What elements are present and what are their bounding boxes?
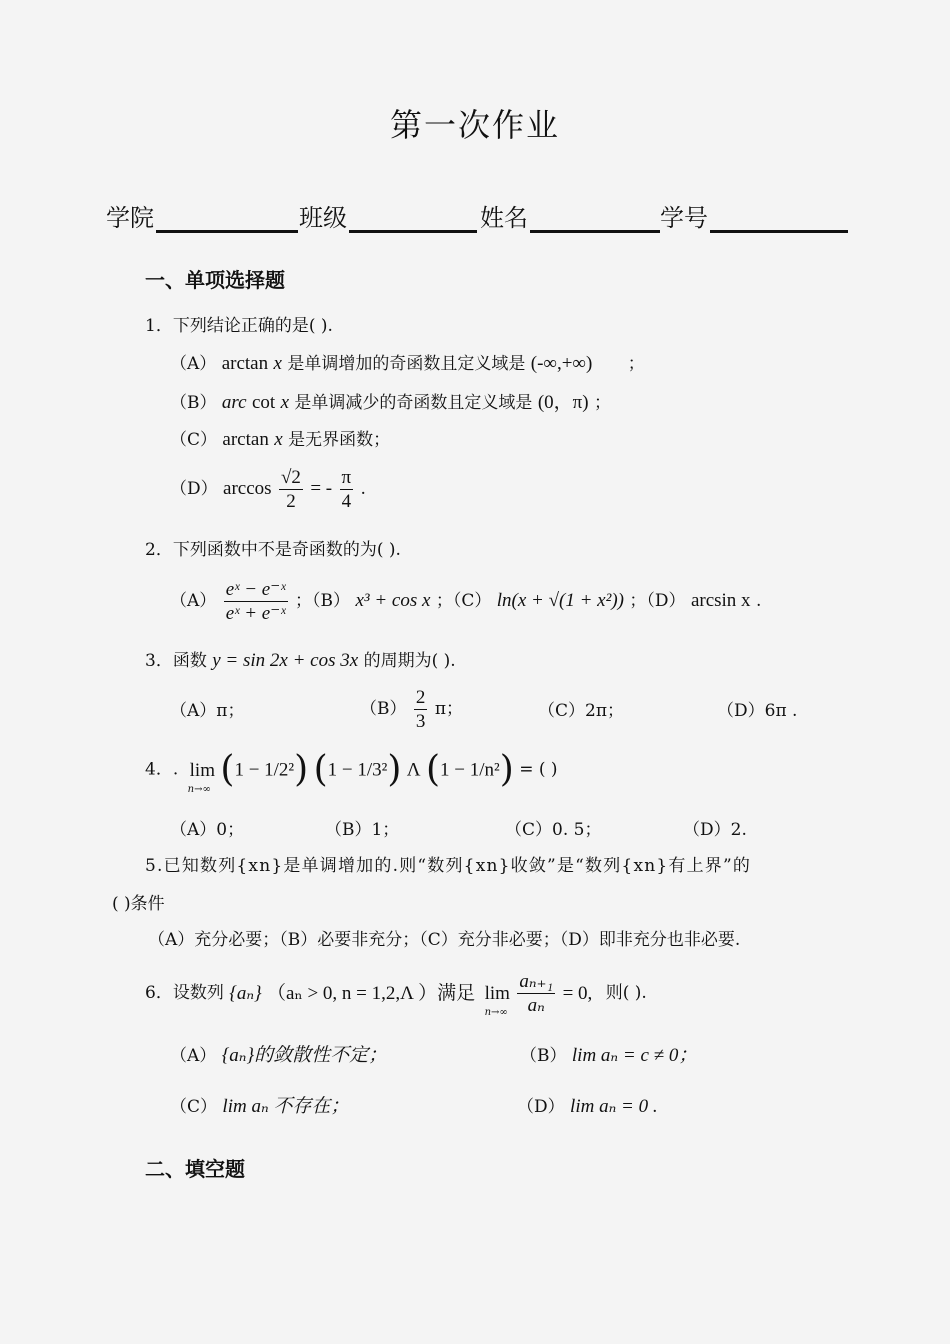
option-text: 是无界函数； xyxy=(288,430,391,450)
q6-option-b xyxy=(520,1046,697,1065)
stem-text: 的周期为( ). xyxy=(363,651,456,671)
paren: ) xyxy=(294,749,309,790)
math-func: arccos xyxy=(223,478,272,499)
paren: ) xyxy=(387,749,402,790)
option-text: 是单调减少的奇函数且定义域是 xyxy=(294,393,533,413)
math-op: = - xyxy=(310,478,333,499)
factor: 1 − 1/n² xyxy=(440,759,500,781)
lim-word: lim xyxy=(189,759,215,781)
option-label: （A） xyxy=(170,1046,217,1066)
student-id-label: 学号 xyxy=(660,204,708,232)
option-label: （D） xyxy=(170,479,218,499)
math-expr: lim aₙ 不存在； xyxy=(222,1096,350,1117)
math-expr: lim aₙ = 0 . xyxy=(570,1096,658,1117)
math-domain: (0，π) xyxy=(537,392,589,413)
option-label: （A） xyxy=(170,591,217,611)
punct: ； xyxy=(593,393,611,413)
stem-text: 6．设数列 xyxy=(145,983,224,1003)
question-number: 4．. xyxy=(145,759,179,780)
lim-sub: n→∞ xyxy=(484,1007,508,1018)
option-label: （A） xyxy=(170,354,217,374)
math-func: arctan xyxy=(222,429,269,450)
math-func: arctan xyxy=(221,353,269,374)
math-expr: = 0, xyxy=(562,983,593,1004)
student-id-blank[interactable] xyxy=(710,230,848,233)
fraction: $\frac{\pi}{4}$ xyxy=(341,467,352,512)
q6-option-c xyxy=(170,1097,349,1116)
q3-option-a: （A）π； xyxy=(170,701,245,721)
q5-options: （A）充分必要；（B）必要非充分；（C）充分非必要；（D）即非充分也非必要. xyxy=(148,930,741,950)
math-expr: arcsin x xyxy=(690,590,751,611)
option-label: （B） xyxy=(360,699,407,719)
q1-stem: 1．下列结论正确的是( ). xyxy=(145,316,333,336)
q3-option-b xyxy=(360,688,463,731)
math-expr: lim aₙ = c ≠ 0； xyxy=(571,1045,698,1066)
fraction: $\frac{√2}{2}$ xyxy=(280,467,301,512)
q4-option-d: （D）2. xyxy=(683,820,747,840)
math-func: cot xyxy=(251,392,276,413)
class-label: 班级 xyxy=(299,204,347,232)
math-var: x xyxy=(273,353,282,374)
ellipsis: Λ xyxy=(406,759,421,781)
option-text: π； xyxy=(434,699,463,719)
q4-option-a: （A）0； xyxy=(170,820,245,840)
option-label: （C） xyxy=(170,430,218,450)
class-blank[interactable] xyxy=(349,230,477,233)
paren: ( xyxy=(425,749,441,790)
college-blank[interactable] xyxy=(156,230,298,233)
stem-text: 3．函数 xyxy=(145,651,207,671)
section-title-fill: 二、填空题 xyxy=(145,1157,245,1181)
math-domain: (-∞,+∞) xyxy=(530,353,593,374)
option-text: 是单调增加的奇函数且定义域是 xyxy=(287,354,526,374)
student-info-row xyxy=(106,198,848,238)
q1-option-c xyxy=(170,430,390,449)
college-label: 学院 xyxy=(106,204,154,232)
paren: ) xyxy=(499,749,514,790)
option-label: （C） xyxy=(170,1097,218,1117)
factor: 1 − 1/2² xyxy=(234,759,295,781)
q5-stem-line2: ( )条件 xyxy=(112,894,165,914)
math-expr: （aₙ > 0, n = 1,2,Λ ）满足 xyxy=(267,983,476,1004)
math-expr: x³ + cos x xyxy=(355,590,431,611)
limit xyxy=(484,983,510,1018)
q1-option-b xyxy=(170,393,611,412)
q2-options xyxy=(170,580,761,623)
q6-option-d xyxy=(517,1097,658,1116)
punct: . xyxy=(360,479,366,499)
q3-option-c: （C）2π； xyxy=(538,701,624,721)
option-label: ；（C） xyxy=(435,591,492,611)
punct: . xyxy=(755,591,762,611)
fraction: $\frac{\text{eˣ − e⁻ˣ}}{\text{eˣ + e⁻ˣ}}$ xyxy=(225,579,286,624)
q1-option-d xyxy=(170,468,366,511)
option-label: ；（D） xyxy=(629,591,686,611)
q2-stem: 2．下列函数中不是奇函数的为( ). xyxy=(145,540,401,560)
factor: 1 − 1/3² xyxy=(327,759,388,781)
lim-word: lim xyxy=(484,983,510,1004)
stem-text: 则( ). xyxy=(605,983,647,1003)
name-blank[interactable] xyxy=(530,230,660,233)
q6-option-a xyxy=(170,1046,387,1065)
fraction: $\frac{2}{3}$ xyxy=(415,687,426,732)
paren: ( xyxy=(313,749,328,790)
math-expr: y = sin 2x + cos 3x xyxy=(212,650,359,671)
option-text: {aₙ}的敛散性不定； xyxy=(221,1045,388,1066)
option-label: （D） xyxy=(517,1097,565,1117)
q1-option-a xyxy=(170,354,645,373)
option-label: ；（B） xyxy=(295,591,351,611)
math-expr: {aₙ} xyxy=(229,983,262,1004)
page-title: 第一次作业 xyxy=(389,106,560,144)
answer-paren: = ( ) xyxy=(519,759,558,780)
q4-option-c: （C）0. 5； xyxy=(505,820,602,840)
paren: ( xyxy=(220,749,235,790)
lim-sub: n→∞ xyxy=(187,783,211,795)
name-label: 姓名 xyxy=(480,204,528,232)
option-label: （B） xyxy=(520,1046,567,1066)
q4-option-b: （B）1； xyxy=(325,820,400,840)
option-label: （B） xyxy=(170,393,217,413)
q4-stem xyxy=(145,749,558,795)
q3-stem xyxy=(145,651,456,670)
math-var: x xyxy=(280,392,289,413)
fraction: $\frac{\text{aₙ₊₁}}{\text{aₙ}}$ xyxy=(519,971,554,1016)
punct: ； xyxy=(627,354,645,374)
q6-stem xyxy=(145,971,647,1018)
math-var: x xyxy=(274,429,283,450)
q3-option-d: （D）6π . xyxy=(717,701,798,721)
limit xyxy=(187,759,215,795)
math-func: arc xyxy=(221,392,247,413)
section-title-choice: 一、单项选择题 xyxy=(145,268,285,292)
math-expr: ln(x + √(1 + x²)) xyxy=(496,590,624,611)
q5-stem-line1: 5.已知数列{xn}是单调增加的.则“数列{xn}收敛”是“数列{xn}有上界”的 xyxy=(145,856,752,876)
